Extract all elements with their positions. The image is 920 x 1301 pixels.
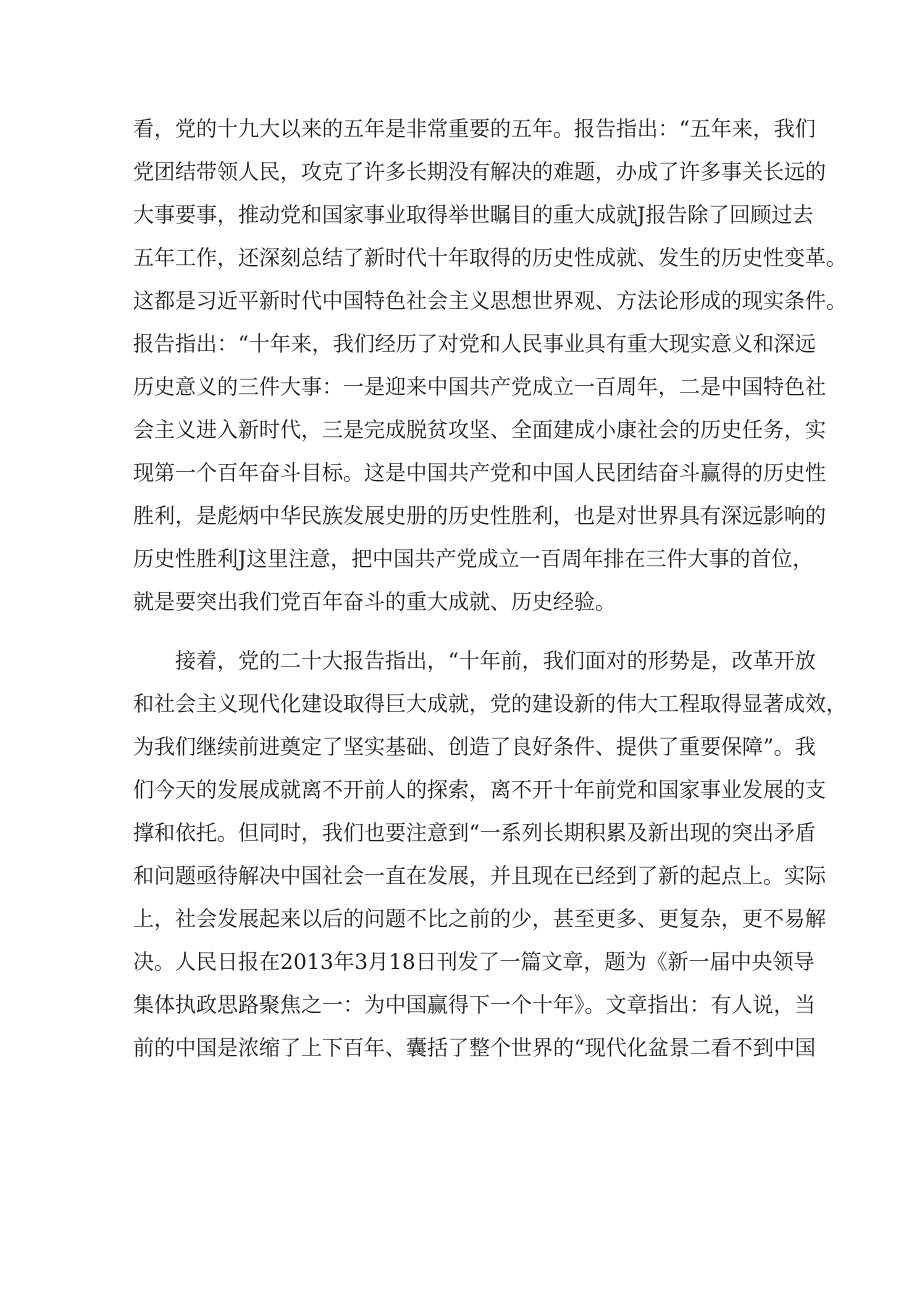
text-line: 就是要突出我们党百年奋斗的重大成就、历史经验。 — [133, 590, 616, 614]
text-line: 五年工作，还深刻总结了新时代十年取得的历史性成就、发生的历史性变革。 — [133, 246, 847, 270]
text-line: 们今天的发展成就离不开前人的探索，离不开十年前党和国家事业发展的支 — [133, 778, 826, 802]
text-line: 和问题亟待解决中国社会一直在发展，并且现在已经到了新的起点上。实际 — [133, 864, 826, 888]
text-line: 为我们继续前进奠定了坚实基础、创造了良好条件、提供了重要保障”。我 — [133, 735, 816, 759]
text-line: 接着，党的二十大报告指出，“十年前，我们面对的形势是，改革开放 — [175, 649, 816, 673]
text-line: 会主义进入新时代，三是完成脱贫攻坚、全面建成小康社会的历史任务，实 — [133, 418, 826, 442]
text-line: 报告指出：“十年来，我们经历了对党和人民事业具有重大现实意义和深远 — [133, 332, 816, 356]
text-line: 前的中国是浓缩了上下百年、囊括了整个世界的“现代化盆景二看不到中国 — [133, 1036, 816, 1060]
text-line: 这都是习近平新时代中国特色社会主义思想世界观、方法论形成的现实条件。 — [133, 289, 847, 313]
text-line: 集体执政思路聚焦之一：为中国赢得下一个十年》。文章指出：有人说，当 — [133, 993, 816, 1017]
text-line: 上，社会发展起来以后的问题不比之前的少，甚至更多、更复杂，更不易解 — [133, 907, 826, 931]
text-line: 现第一个百年奋斗目标。这是中国共产党和中国人民团结奋斗赢得的历史性 — [133, 461, 826, 485]
text-line: 看，党的十九大以来的五年是非常重要的五年。报告指出：“五年来，我们 — [133, 117, 816, 141]
text-line: 撑和依托。但同时，我们也要注意到“一系列长期积累及新出现的突出矛盾 — [133, 821, 816, 845]
text-line: 决。人民日报在2013年3月18日刊发了一篇文章，题为《新一届中央领导 — [133, 950, 815, 974]
text-line: 历史意义的三件大事：一是迎来中国共产党成立一百周年，二是中国特色社 — [133, 375, 826, 399]
text-line: 历史性胜利J这里注意，把中国共产党成立一百周年排在三件大事的首位， — [133, 547, 814, 571]
text-line: 党团结带领人民，攻克了许多长期没有解决的难题，办成了许多事关长远的 — [133, 160, 826, 184]
text-line: 大事要事，推动党和国家事业取得举世瞩目的重大成就J报告除了回顾过去 — [133, 203, 814, 227]
text-line: 和社会主义现代化建设取得巨大成就，党的建设新的伟大工程取得显著成效， — [133, 692, 847, 716]
text-line: 胜利，是彪炳中华民族发展史册的历史性胜利，也是对世界具有深远影响的 — [133, 504, 826, 528]
